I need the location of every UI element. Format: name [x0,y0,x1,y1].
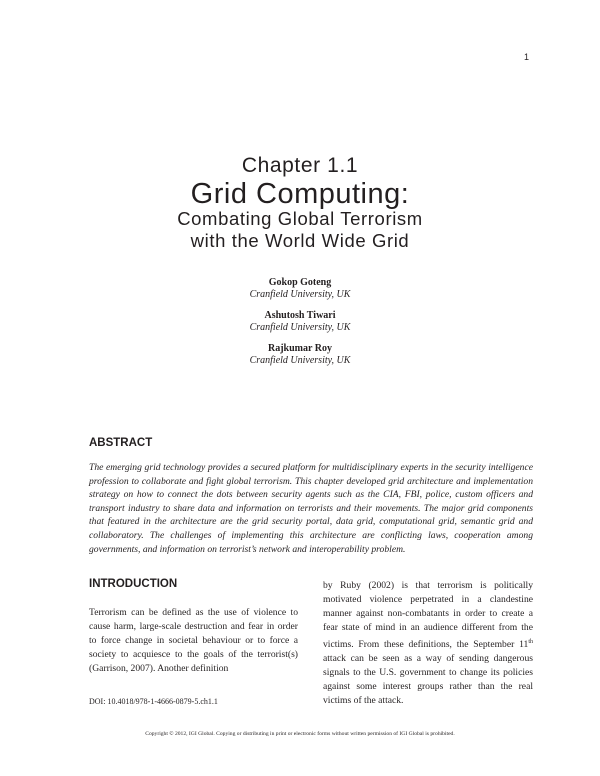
author-name: Gokop Goteng [268,277,332,288]
author-list [0,277,600,376]
chapter-label: Chapter 1.1 [241,154,359,177]
doi: DOI: 10.4018/978-1-4666-0879-5.ch1.1 [89,697,218,706]
introduction-heading: INTRODUCTION [89,578,178,590]
ordinal-suffix: th [528,639,533,645]
chapter-title: Grid Computing: [190,178,410,210]
author-block [0,277,600,300]
author-block [0,343,600,366]
copyright-notice: Copyright © 2012, IGI Global. Copying or distributing in print or electronic forms without written permission of IGI Global is prohibited. [145,731,455,737]
subtitle-line-1: Combating Global Terrorism [177,208,423,229]
author-block [0,310,600,333]
abstract-heading: ABSTRACT [89,437,153,449]
subtitle-line-2: with the World Wide Grid [190,230,410,251]
author-affiliation: Cranfield University, UK [249,321,351,333]
author-affiliation: Cranfield University, UK [249,288,351,300]
author-affiliation: Cranfield University, UK [249,354,351,366]
right-column-text-1: by Ruby (2002) is that terrorism is politically motivated violence perpetrated in a clandestine manner against non-combatants in order to create a fear state of mind in an audience different from the victims. From these definitions, the September 11 [323,580,533,651]
right-column-text-2: attack can be seen as a way of sending dangerous signals to the U.S. government to change its policies against some interest groups rather than the real victims of the attack. [323,653,533,707]
introduction-left-column: Terrorism can be defined as the use of violence to cause harm, large-scale destruction and fear in order to force change in societal behaviour or to force a society to acquiesce to the goals of the terrorist(s) (Garrison, 2007). Another definition [89,607,298,674]
abstract-text: The emerging grid technology provides a secured platform for multidisciplinary experts in the security intelligence profession to collaborate and fight global terrorism. This chapter developed grid architecture and implementation strategy on how to connect the dots between security agents such as the CIA, FBI, police, custom officers and transport industry to share data and information on terrorists and their movements. The major grid components that featured in the architecture are the grid security portal, data grid, computational grid, semantic grid and collaboratory. The challenges of implementing this architecture are conflicting laws, cooperation among governments, and information on terrorist’s network and interoperability problem. [89,462,533,555]
author-name: Rajkumar Roy [268,343,332,354]
author-name: Ashutosh Tiwari [264,310,336,321]
chapter-subtitle [0,208,600,252]
introduction-right-column [323,579,533,708]
page-number: 1 [523,52,529,62]
